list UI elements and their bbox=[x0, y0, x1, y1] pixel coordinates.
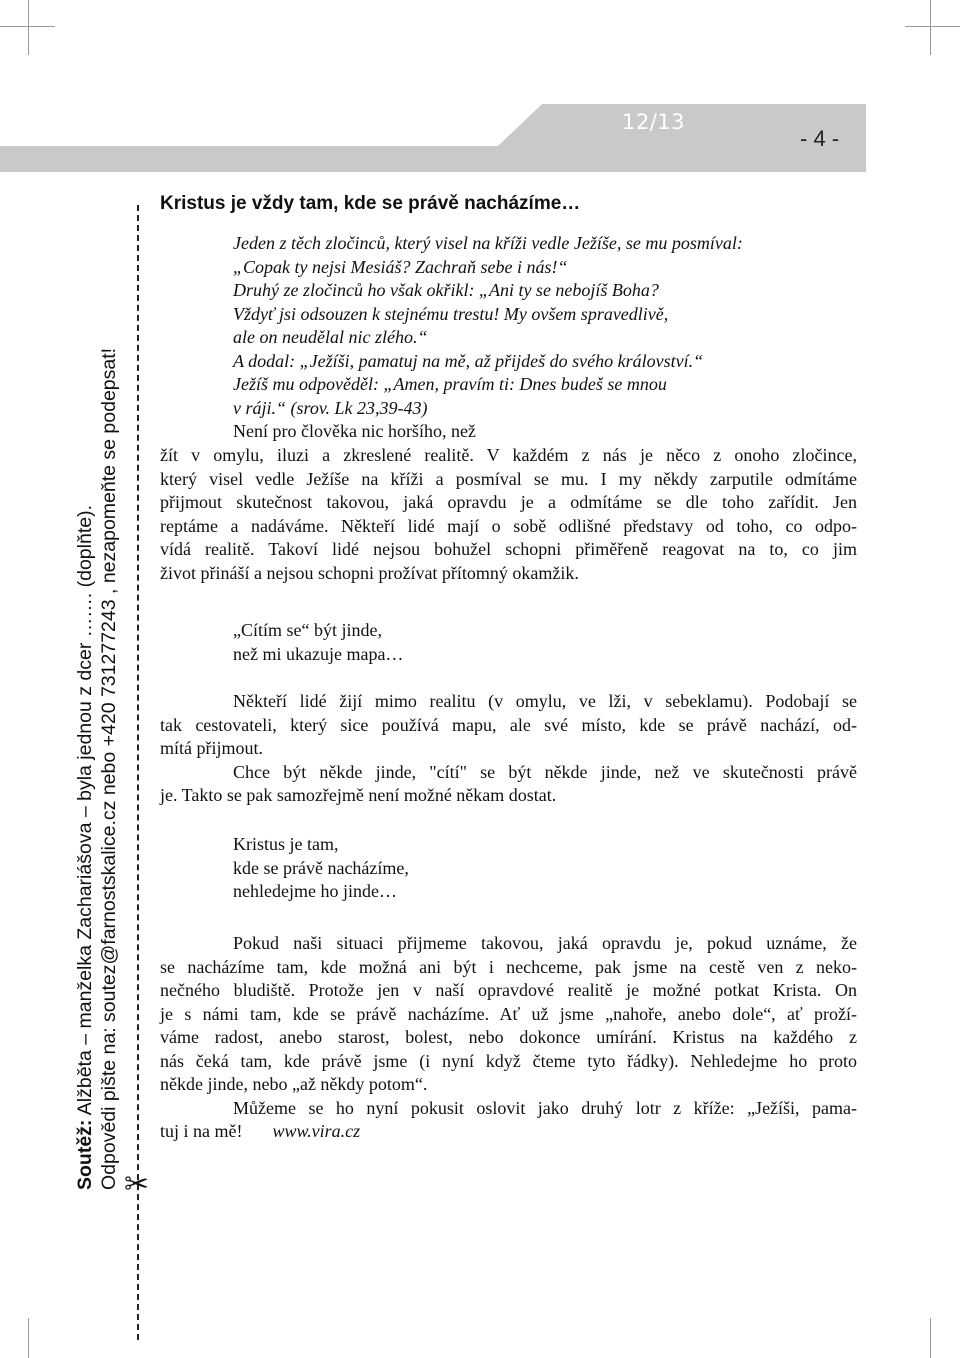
quote-line: než mi ukazuje mapa… bbox=[233, 643, 404, 664]
scripture-line: ale on neudělal nic zlého.“ bbox=[233, 327, 428, 347]
intro-text: Není pro člověka nic horšího, než bbox=[233, 421, 476, 441]
paragraph-line: Někteří lidé žijí mimo realitu (v omylu, ve lži, v sebeklamu). Podobají se bbox=[233, 691, 857, 711]
source-url: www.vira.cz bbox=[272, 1121, 361, 1141]
paragraph-line: žít v omylu, iluzi a zkreslené realitě. V každém z nás je něco z onoho zločince, bbox=[160, 445, 857, 465]
closing-text: tuj i na mě! bbox=[160, 1121, 243, 1141]
quote-line: Kristus je tam, bbox=[233, 834, 339, 854]
paragraph-line: přijmout skutečnost takovou, jaká opravdu je a odmítáme se dle toho zařídit. Jen bbox=[160, 492, 857, 512]
scripture-quote bbox=[233, 232, 853, 420]
paragraph-line: je s námi tam, kde se právě nacházíme. Ať už jsme „nahoře, anebo dole“, ať proží- bbox=[160, 1003, 857, 1024]
scripture-line: „Copak ty nejsi Mesiáš? Zachraň sebe i nás!“ bbox=[233, 256, 568, 277]
paragraph-line: se nacházíme tam, kde možná ani být i nechceme, pak jsme na cestě ven z neko- bbox=[160, 956, 857, 977]
article-title: Kristus je vždy tam, kde se právě nacházíme… bbox=[160, 193, 581, 214]
intro-line bbox=[233, 420, 853, 444]
quote-1 bbox=[233, 619, 633, 666]
paragraph-line: nečného bludiště. Protože jen v naší opravdové realitě je možné potkat Krista. On bbox=[160, 980, 857, 1000]
paragraph-2 bbox=[160, 690, 857, 808]
paragraph-line: nás čeká tam, kde právě jsme (i nyní když čteme tyto řádky). Nehledejme ho proto bbox=[160, 1050, 857, 1071]
paragraph-line: vídá realitě. Takoví lidé nejsou bohužel schopni přiměřeně reagovat na to, co jim bbox=[160, 539, 857, 559]
scripture-line: Druhý ze zločinců ho však okřikl: „Ani ty se nebojíš Boha? bbox=[233, 280, 659, 300]
paragraph-line: Chce být někde jinde, "cítí" se být někde jinde, než ve skutečnosti právě bbox=[233, 761, 857, 782]
paragraph-line: reptáme a nadáváme. Někteří lidé mají o sobě odlišné představy od toho, co odpo- bbox=[160, 515, 857, 536]
competition-text: Alžběta – manželka Zachariášova – byla jednou z dcer ……. (doplňte). bbox=[74, 505, 96, 1120]
paragraph-line: někde jinde, nebo „až někdy potom“. bbox=[160, 1074, 428, 1094]
scissors-icon: ✂ bbox=[124, 1167, 150, 1202]
crop-mark bbox=[930, 1318, 931, 1358]
competition-line bbox=[74, 505, 96, 1190]
crop-mark bbox=[28, 0, 29, 55]
header-banner bbox=[0, 104, 866, 172]
paragraph-1 bbox=[160, 444, 857, 585]
crop-mark bbox=[28, 1318, 29, 1358]
scripture-line: Jeden z těch zločinců, který visel na kříži vedle Ježíše, se mu posmíval: bbox=[233, 233, 743, 253]
quote-line: nehledejme ho jinde… bbox=[233, 881, 397, 901]
scripture-line: v ráji.“ (srov. Lk 23,39-43) bbox=[233, 397, 428, 418]
answers-line: Odpovědi pište na: soutez@farnostskalice.cz nebo +420 731277243 , nezapomeňte se podepsat! bbox=[98, 347, 120, 1190]
paragraph-line bbox=[160, 1120, 857, 1144]
quote-2 bbox=[233, 833, 633, 904]
paragraph-line: tak cestovateli, který sice používá mapu, ale své místo, kde se právě nachází, od- bbox=[160, 714, 857, 735]
scripture-line: Ježíš mu odpověděl: „Amen, pravím ti: Dnes budeš se mnou bbox=[233, 374, 667, 394]
quote-line: „Cítím se“ být jinde, bbox=[233, 620, 382, 640]
paragraph-line: váme radost, anebo starost, bolest, nebo dokonce umírání. Kristus na každého z bbox=[160, 1027, 857, 1047]
paragraph-line: Můžeme se ho nyní pokusit oslovit jako druhý lotr z kříže: „Ježíši, pama- bbox=[233, 1097, 857, 1118]
paragraph-line: je. Takto se pak samozřejmě není možné někam dostat. bbox=[160, 785, 557, 805]
competition-label: Soutěž: bbox=[74, 1119, 96, 1190]
crop-mark bbox=[905, 26, 960, 27]
paragraph-line: který visel vedle Ježíše na kříži a posmíval se mu. I my někdy zarputile odmítáme bbox=[160, 468, 857, 489]
paragraph-3 bbox=[160, 932, 857, 1144]
scripture-line: A dodal: „Ježíši, pamatuj na mě, až přijdeš do svého království.“ bbox=[233, 350, 704, 371]
paragraph-line: mítá přijmout. bbox=[160, 738, 263, 758]
crop-mark bbox=[0, 26, 55, 27]
paragraph-line: Pokud naši situaci přijmeme takovou, jaká opravdu je, pokud uznáme, že bbox=[233, 933, 857, 953]
page-number: - 4 - bbox=[800, 126, 840, 151]
quote-line: kde se právě nacházíme, bbox=[233, 857, 409, 878]
scripture-line: Vždyť jsi odsouzen k stejnému trestu! My ovšem spravedlivě, bbox=[233, 303, 669, 324]
page-fraction: 12/13 bbox=[622, 110, 686, 134]
paragraph-line: život přináší a nejsou schopni prožívat přítomný okamžik. bbox=[160, 562, 579, 583]
crop-mark bbox=[930, 0, 931, 55]
